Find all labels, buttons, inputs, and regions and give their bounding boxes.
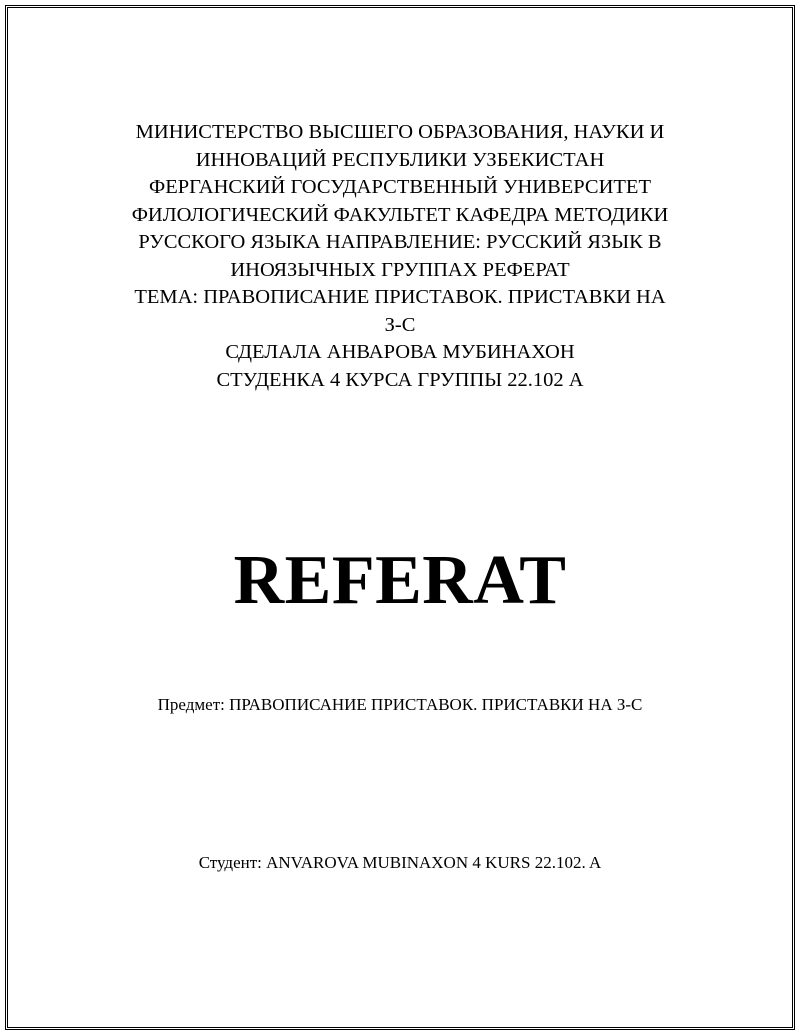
- header-line-republic: ИННОВАЦИЙ РЕСПУБЛИКИ УЗБЕКИСТАН: [195, 148, 605, 171]
- header-line-direction: РУССКОГО ЯЗЫКА НАПРАВЛЕНИЕ: РУССКИЙ ЯЗЫК В: [138, 231, 662, 253]
- subject-line: Предмет: ПРАВОПИСАНИЕ ПРИСТАВОК. ПРИСТАВКИ НА З-С: [157, 695, 643, 714]
- header-line-faculty: ФИЛОЛОГИЧЕСКИЙ ФАКУЛЬТЕТ КАФЕДРА МЕТОДИКИ: [131, 203, 669, 226]
- header-line-university: ФЕРГАНСКИЙ ГОСУДАРСТВЕННЫЙ УНИВЕРСИТЕТ: [149, 176, 651, 198]
- header-line-ministry: МИНИСТЕРСТВО ВЫСШЕГО ОБРАЗОВАНИЯ, НАУКИ И: [135, 121, 665, 143]
- header-block: [90, 119, 710, 394]
- document-title: REFERAT: [233, 542, 567, 619]
- header-line-student-group: СТУДЕНКА 4 КУРСА ГРУППЫ 22.102 А: [216, 368, 584, 391]
- header-line-topic: ТЕМА: ПРАВОПИСАНИЕ ПРИСТАВОК. ПРИСТАВКИ НА: [134, 286, 666, 308]
- header-line-groups: ИНОЯЗЫЧНЫХ ГРУППАХ РЕФЕРАТ: [230, 258, 570, 281]
- student-line: Студент: ANVAROVA MUBINAXON 4 KURS 22.102. A: [198, 853, 602, 872]
- header-line-topic-cont: З-С: [384, 313, 416, 336]
- header-line-author: СДЕЛАЛА АНВАРОВА МУБИНАХОН: [225, 341, 575, 363]
